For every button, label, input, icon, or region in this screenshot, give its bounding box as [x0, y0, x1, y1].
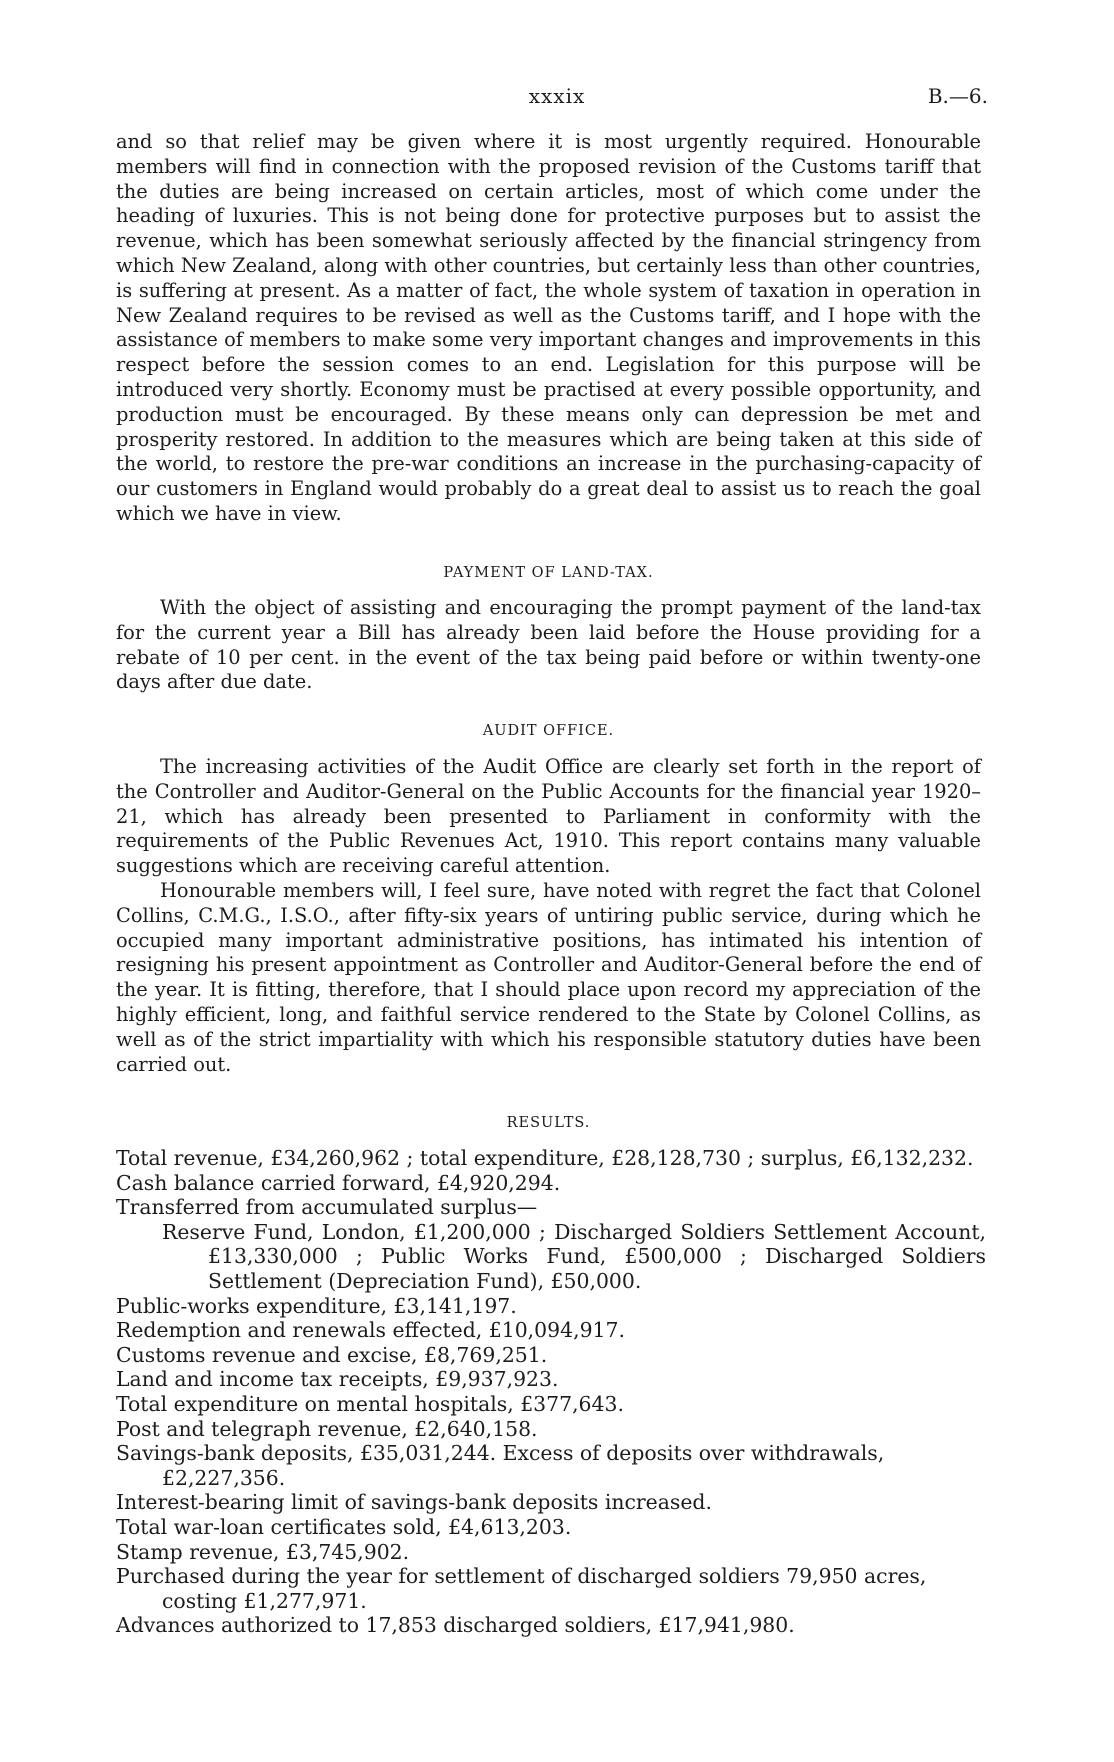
results-list [116, 1146, 986, 1638]
result-total-revenue: Total revenue, £34,260,962 ; total expenditure, £28,128,730 ; surplus, £6,132,232. [116, 1146, 974, 1170]
result-savings-limit: Interest-bearing limit of savings-bank deposits increased. [116, 1490, 712, 1515]
result-mental-hospitals: Total expenditure on mental hospitals, £377,643. [116, 1391, 624, 1416]
result-cash-balance: Cash balance carried forward, £4,920,294. [116, 1170, 561, 1195]
result-savings-deposits: Savings-bank deposits, £35,031,244. Excess of deposits over withdrawals, £2,227,356. [116, 1441, 885, 1490]
results-heading: RESULTS. [506, 1115, 591, 1131]
result-transferred-surplus: Transferred from accumulated surplus— [116, 1195, 538, 1220]
result-war-loan: Total war-loan certificates sold, £4,613,203. [116, 1514, 572, 1539]
land-tax-paragraph: With the object of assisting and encouraging the prompt payment of the land-tax for the current year a Bill has already been laid before the House providing for a rebate of 10 per cent. in the event of the tax being paid before or within twenty-one days after due date. [116, 596, 981, 694]
result-land-income-tax: Land and income tax receipts, £9,937,923. [116, 1367, 559, 1392]
audit-paragraph-1: The increasing activities of the Audit Office are clearly set forth in the report of the Controller and Auditor-General on the Public Accounts for the financial year 1920–21, which has already been presented to Parliament in conformity with the requirements of the Public Revenues Act, 1910. This report contains many valuable suggestions which are receiving careful attention. [116, 755, 981, 878]
page-number: xxxix [528, 84, 586, 108]
audit-paragraph-2: Honourable members will, I feel sure, have noted with regret the fact that Colonel Collins, C.M.G., I.S.O., after fifty-six years of untiring public service, during which he occupied many important administrative positions, has intimated his intention of resigning his present appointment as Controller and Auditor-General before the end of the year. It is fitting, therefore, that I should place upon record my appreciation of the highly efficient, long, and faithful service rendered to the State by Colonel Collins, as well as of the strict impartiality with which his responsible statutory duties have been carried out. [116, 878, 981, 1076]
intro-paragraph: and so that relief may be given where it is most urgently required. Honourable members will find in connection with the proposed revision of the Customs tariff that the duties are being increased on certain articles, most of which come under the heading of luxuries. This is not being done for protective purposes but to assist the revenue, which has been somewhat seriously affected by the financial stringency from which New Zealand, along with other countries, but certainly less than other countries, is suffering at present. As a matter of fact, the whole system of taxation in operation in New Zealand requires to be revised as well as the Customs tariff, and I hope with the assistance of members to make some very important changes and improvements in this respect before the session comes to an end. Legislation for this purpose will be introduced very shortly. Economy must be practised at every possible opportunity, and production must be encouraged. By these means only can depression be met and prosperity restored. In addition to the measures which are being taken at this side of the world, to restore the pre-war conditions an increase in the purchasing-capacity of our customers in England would probably do a great deal to assist us to reach the goal which we have in view. [116, 130, 981, 525]
result-customs: Customs revenue and excise, £8,769,251. [116, 1342, 548, 1367]
result-redemption: Redemption and renewals effected, £10,094,917. [116, 1318, 625, 1343]
intro-section [116, 130, 981, 527]
result-soldier-land: Purchased during the year for settlement of discharged soldiers 79,950 acres, costing £1,277,971. [116, 1564, 927, 1613]
page-header [0, 84, 1114, 114]
result-post-telegraph: Post and telegraph revenue, £2,640,158. [116, 1416, 538, 1441]
land-tax-heading: PAYMENT OF LAND-TAX. [443, 565, 654, 581]
audit-office-section [116, 755, 981, 1077]
audit-office-heading: AUDIT OFFICE. [482, 723, 615, 739]
result-soldier-advances: Advances authorized to 17,853 discharged soldiers, £17,941,980. [116, 1613, 795, 1638]
document-reference: B.—6. [927, 84, 988, 108]
land-tax-section [116, 596, 981, 695]
result-public-works: Public-works expenditure, £3,141,197. [116, 1293, 517, 1318]
result-transfer-details: Reserve Fund, London, £1,200,000 ; Discharged Soldiers Settlement Account, £13,330,000 ; Public Works Fund, £500,000 ; Discharged Soldiers Settlement (Depreciation Fund), £50,000. [162, 1219, 986, 1293]
result-stamp-revenue: Stamp revenue, £3,745,902. [116, 1539, 410, 1564]
